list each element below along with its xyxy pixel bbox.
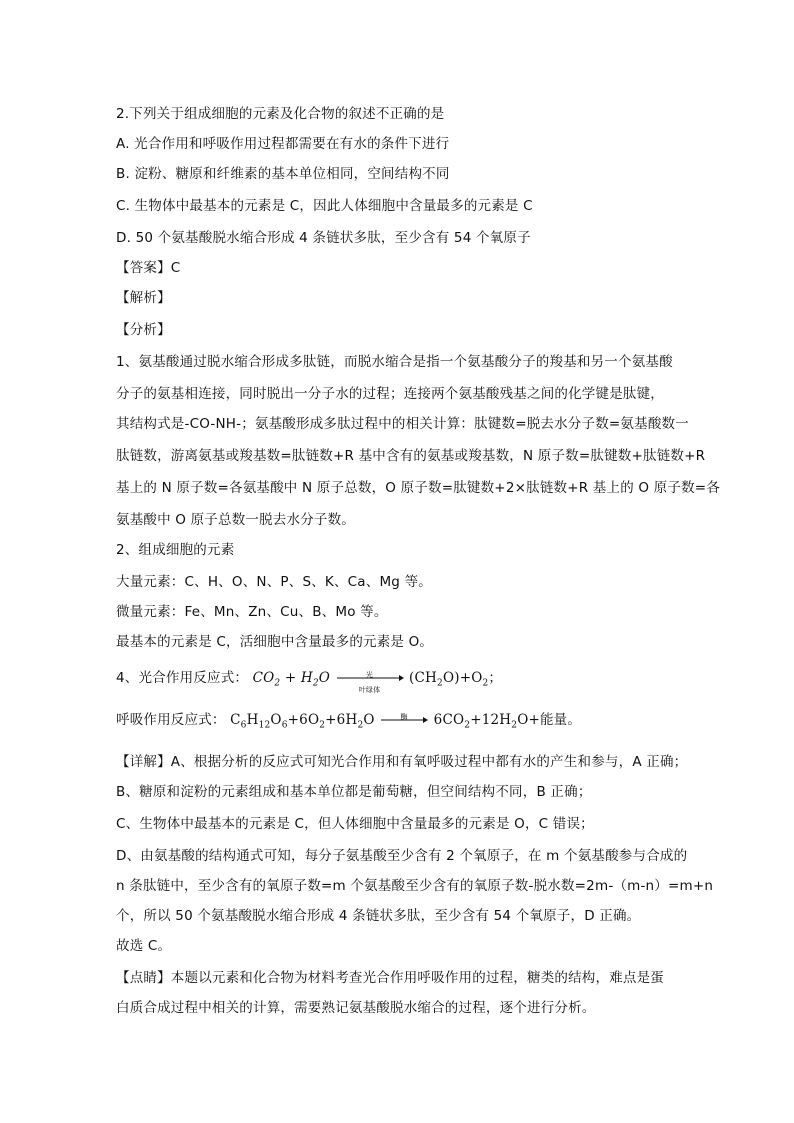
photosynthesis-condition-light: 光 [365, 671, 374, 679]
photosynthesis-reactants: $CO_2 + H_2O$ [252, 670, 331, 689]
fenxi-line: 氨基酸中 O 原子总数一脱去水分子数。 [116, 512, 356, 528]
major-elements: 大量元素：C、H、O、N、P、S、K、Ca、Mg 等。 [116, 574, 432, 590]
fenxi-line: 其结构式是-CO-NH-；氨基酸形成多肽过程中的相关计算：肽键数=脱去水分子数=氨基酸数一 [116, 416, 689, 432]
fenxi-line: 肽链数，游离氨基或羧基数=肽链数+R 基中含有的氨基或羧基数，N 原子数=肽键数+肽链数+R [116, 448, 706, 464]
respiration-equation [116, 710, 581, 736]
detail-line: n 条肽链中，至少含有的氧原子数=m 个氨基酸至少含有的氧原子数-脱水数=2m-（m-n）=m+n [116, 878, 714, 894]
photosynthesis-equation [116, 668, 502, 694]
detail-line: C、生物体中最基本的元素是 C，但人体细胞中含量最多的元素是 O，C 错误； [116, 816, 594, 832]
fenxi-line: 分子的氨基相连接，同时脱出一分子水的过程；连接两个氨基酸残基之间的化学键是肽键， [116, 386, 664, 402]
option-a: A. 光合作用和呼吸作用过程都需要在有水的条件下进行 [116, 136, 450, 152]
answer-label: 【答案】C [116, 260, 181, 276]
respiration-reactants: $C_6H_{12}O_6+6O_2+6H_2O$ [230, 712, 375, 731]
respiration-arrow [379, 710, 429, 730]
comment-line: 白质合成过程中相关的计算，需要熟记氨基酸脱水缩合的过程，逐个进行分析。 [116, 1000, 596, 1016]
detail-line: 【详解】A、根据分析的反应式可知光合作用和有氧呼吸过程中都有水的产生和参与，A 正确； [116, 754, 688, 770]
respiration-condition-enzyme: 酶 [400, 713, 408, 721]
option-b: B. 淀粉、糖原和纤维素的基本单位相同，空间结构不同 [116, 166, 450, 182]
analysis-heading: 【解析】 [116, 290, 171, 306]
fenxi-line: 基上的 N 原子数=各氨基酸中 N 原子总数，O 原子数=肽键数+2×肽链数+R 基上的 O 原子数=各 [116, 480, 721, 496]
photosynthesis-condition-chloroplast: 叶绿体 [358, 686, 381, 694]
option-d: D. 50 个氨基酸脱水缩合形成 4 条链状多肽，至少含有 54 个氧原子 [116, 230, 531, 246]
trace-elements: 微量元素：Fe、Mn、Zn、Cu、B、Mo 等。 [116, 604, 388, 620]
detail-line: B、糖原和淀粉的元素组成和基本单位都是葡萄糖，但空间结构不同，B 正确； [116, 784, 592, 800]
fenxi-line: 1、氨基酸通过脱水缩合形成多肽链，而脱水缩合是指一个氨基酸分子的羧基和另一个氨基酸 [116, 354, 673, 370]
basic-element: 最基本的元素是 C，活细胞中含量最多的元素是 O。 [116, 634, 434, 650]
question-stem: 2.下列关于组成细胞的元素及化合物的叙述不正确的是 [116, 106, 445, 122]
detail-line: 个，所以 50 个氨基酸脱水缩合形成 4 条链状多肽，至少含有 54 个氧原子，D 正确。 [116, 908, 641, 924]
section2-heading: 2、组成细胞的元素 [116, 542, 235, 558]
conclusion: 故选 C。 [116, 938, 172, 954]
photosynthesis-products: $(CH_2O)+O_2$； [409, 670, 503, 689]
respiration-end: 。 [567, 712, 582, 728]
detail-line: D、由氨基酸的结构通式可知，每分子氨基酸至少含有 2 个氧原子，在 m 个氨基酸参与合成的 [116, 848, 688, 864]
option-c: C. 生物体中最基本的元素是 C，因此人体细胞中含量最多的元素是 C [116, 198, 533, 214]
respiration-label: 呼吸作用反应式： [116, 712, 226, 728]
comment-line: 【点睛】本题以元素和化合物为材料考查光合作用呼吸作用的过程，糖类的结构，难点是蛋 [116, 970, 664, 986]
respiration-products: $6CO_2+12H_2O+$能量 [433, 712, 568, 731]
photosynthesis-label: 4、光合作用反应式： [116, 670, 249, 686]
fenxi-heading: 【分析】 [116, 322, 171, 338]
photosynthesis-arrow [335, 668, 405, 694]
